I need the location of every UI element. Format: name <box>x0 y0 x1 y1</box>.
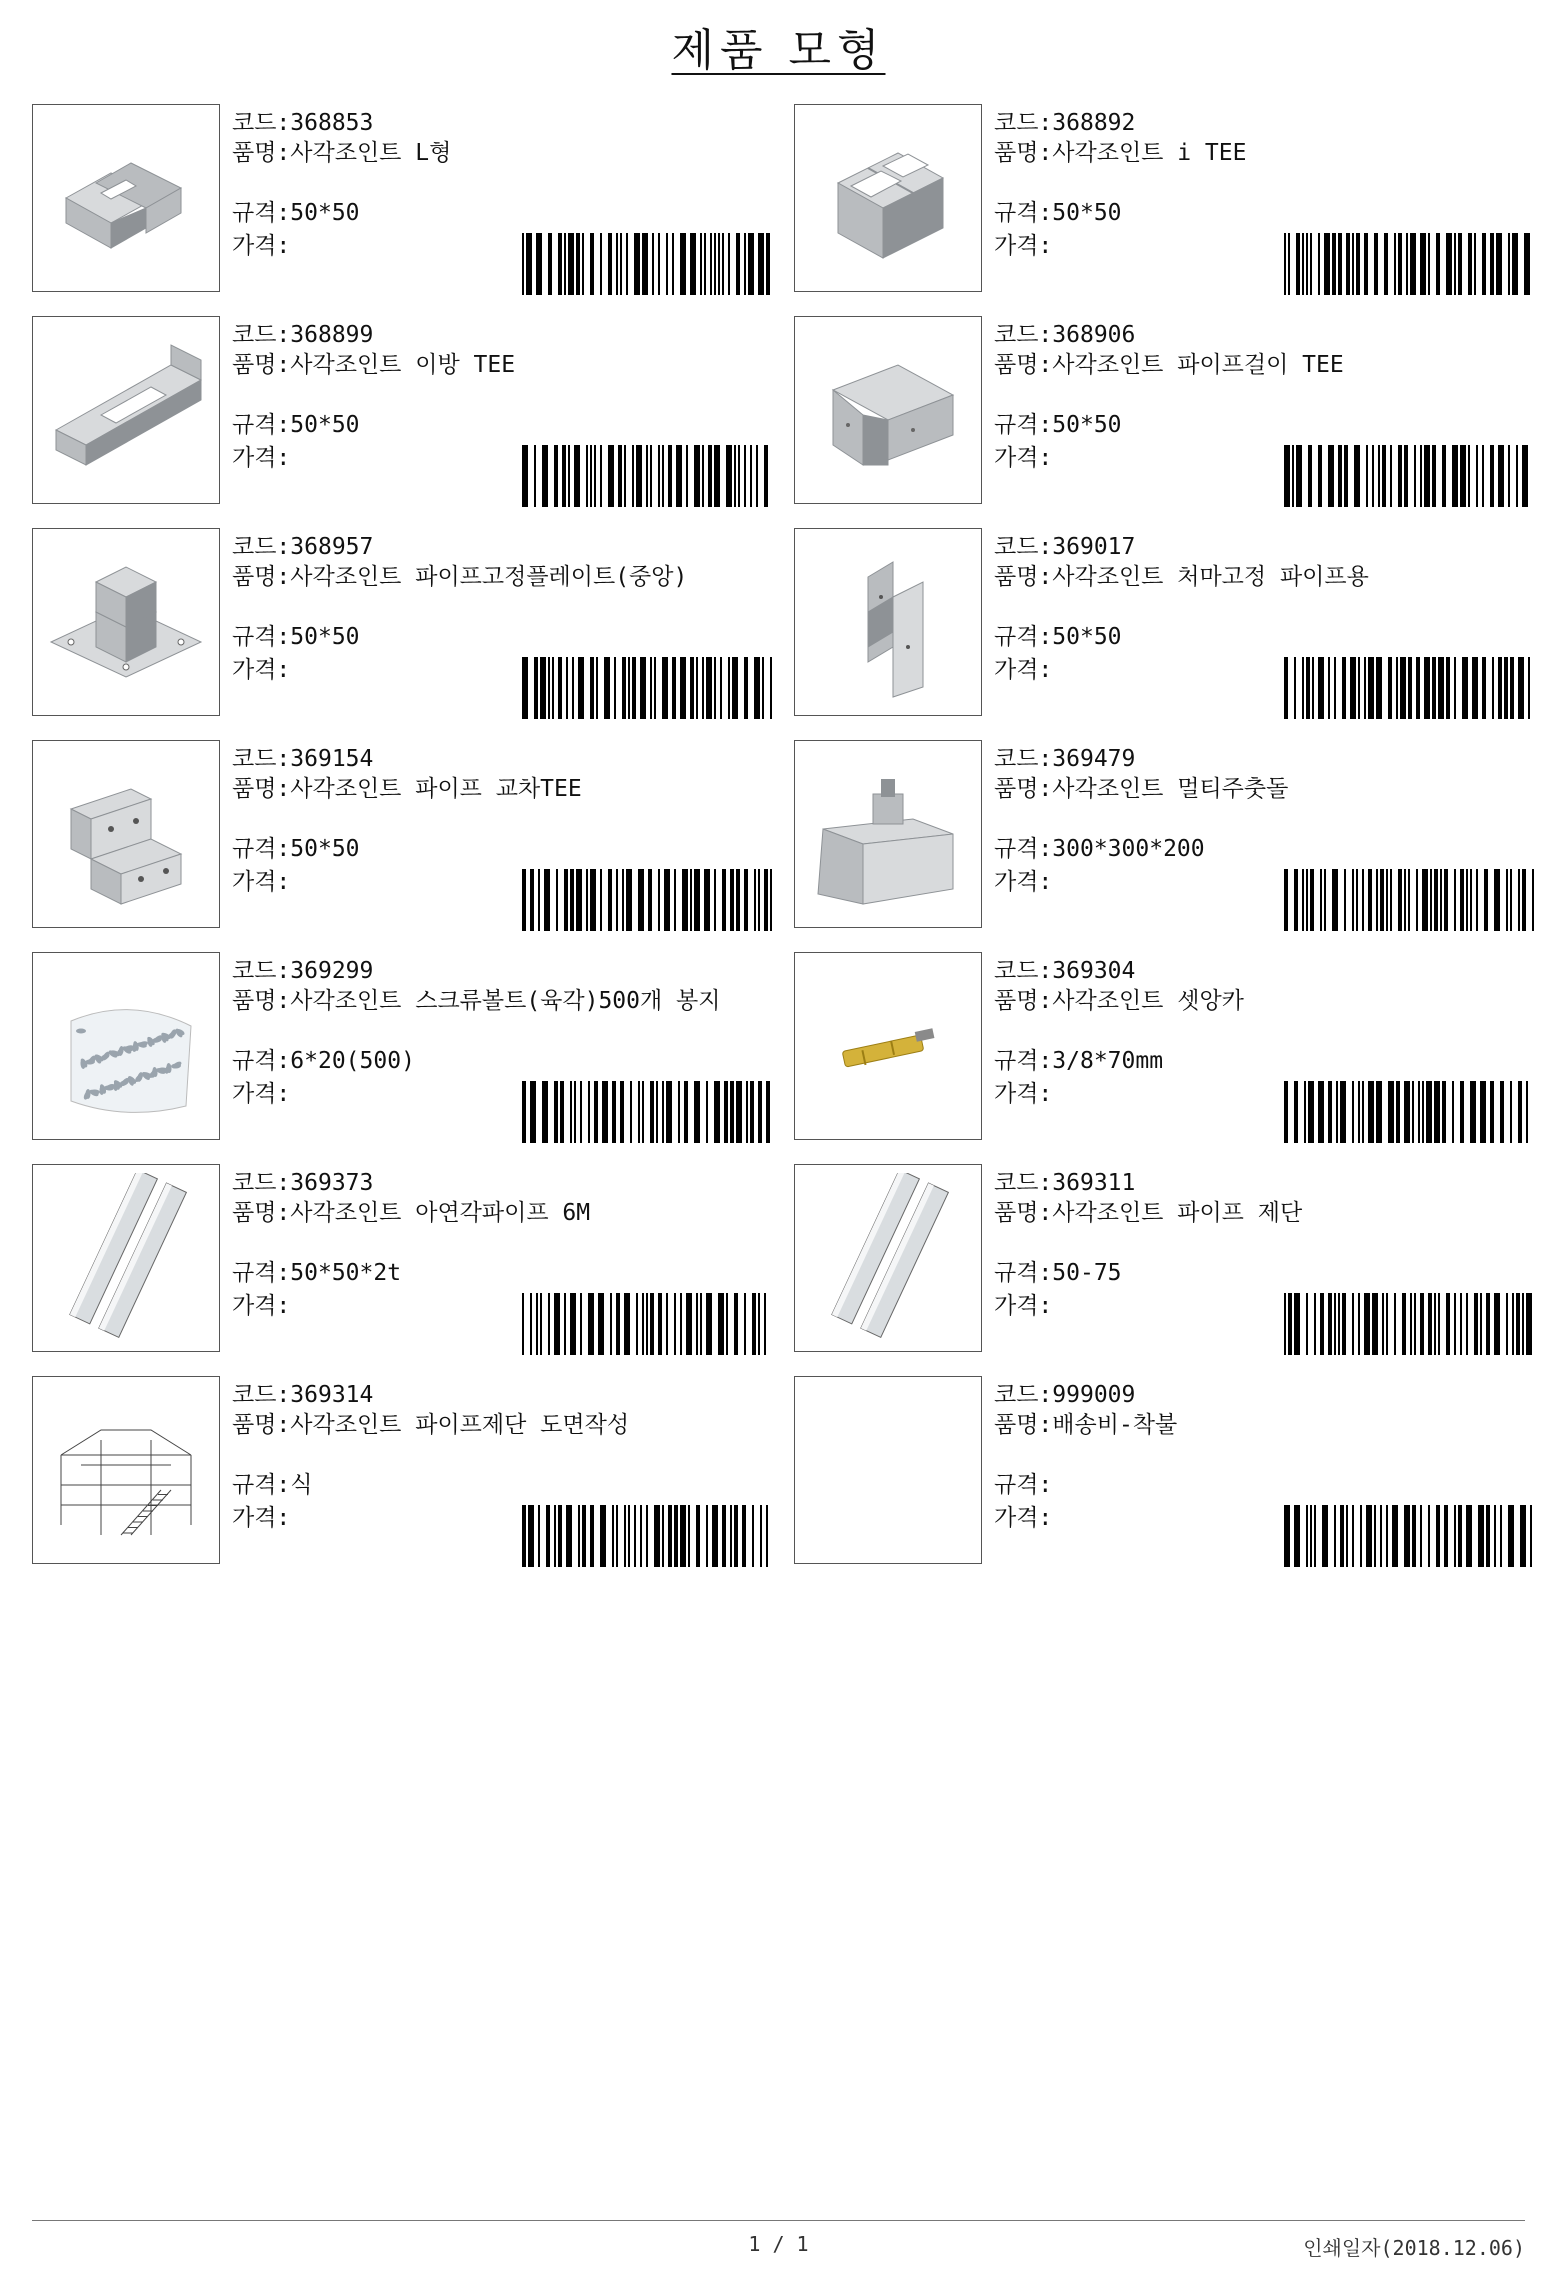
spec-label: 규격: <box>232 624 291 650</box>
anchor-bolt-icon <box>803 961 973 1131</box>
product-code: 369311 <box>1052 1170 1136 1196</box>
i-tee-joint-icon <box>803 113 973 283</box>
price-label: 가격: <box>232 869 291 895</box>
product-card <box>32 104 772 295</box>
spec-label: 규격: <box>232 412 291 438</box>
barcode <box>522 1505 772 1567</box>
spec-label: 규격: <box>232 1048 291 1074</box>
product-code: 369017 <box>1052 534 1136 560</box>
barcode <box>1284 1505 1534 1567</box>
barcode <box>522 869 772 931</box>
two-way-tee-icon <box>41 325 211 495</box>
product-image <box>794 528 982 716</box>
base-plate-icon <box>41 537 211 707</box>
product-name: 사각조인트 L형 <box>290 140 452 166</box>
spec-label: 규격: <box>232 836 291 862</box>
barcode <box>522 1293 772 1355</box>
product-name: 사각조인트 파이프제단 도면작성 <box>290 1412 630 1438</box>
product-name: 사각조인트 파이프 제단 <box>1052 1200 1303 1226</box>
product-image <box>794 952 982 1140</box>
name-label: 품명: <box>232 776 291 802</box>
product-code: 368892 <box>1052 110 1136 136</box>
product-image <box>32 1376 220 1564</box>
product-name: 사각조인트 아연각파이프 6M <box>290 1200 591 1226</box>
code-label: 코드: <box>994 746 1053 772</box>
square-pipe-cut-icon <box>803 1173 973 1343</box>
name-label: 품명: <box>994 1412 1053 1438</box>
barcode <box>1284 869 1534 931</box>
code-label: 코드: <box>232 1170 291 1196</box>
code-label: 코드: <box>232 958 291 984</box>
spec-label: 규격: <box>994 624 1053 650</box>
product-image <box>32 316 220 504</box>
product-name: 사각조인트 파이프고정플레이트(중앙) <box>290 564 688 590</box>
pipe-hanger-tee-icon <box>803 325 973 495</box>
product-spec: 50*50 <box>290 412 360 438</box>
product-image <box>32 104 220 292</box>
product-code: 368957 <box>290 534 374 560</box>
code-label: 코드: <box>232 534 291 560</box>
spec-label: 규격: <box>232 200 291 226</box>
price-label: 가격: <box>232 233 291 259</box>
price-label: 가격: <box>232 657 291 683</box>
price-label: 가격: <box>994 1081 1053 1107</box>
product-card <box>32 1376 772 1567</box>
product-spec: 3/8*70mm <box>1052 1048 1164 1074</box>
product-spec: 50*50 <box>1052 200 1122 226</box>
name-label: 품명: <box>994 352 1053 378</box>
barcode <box>522 1081 772 1143</box>
product-image <box>794 1376 982 1564</box>
name-label: 품명: <box>232 1412 291 1438</box>
product-image <box>794 316 982 504</box>
price-label: 가격: <box>994 1505 1053 1531</box>
product-card <box>32 316 772 507</box>
product-spec: 50*50 <box>290 836 360 862</box>
name-label: 품명: <box>232 140 291 166</box>
code-label: 코드: <box>232 1382 291 1408</box>
code-label: 코드: <box>994 534 1053 560</box>
barcode <box>1284 445 1534 507</box>
name-label: 품명: <box>232 352 291 378</box>
product-card <box>794 740 1534 931</box>
barcode <box>1284 1293 1534 1355</box>
footer-divider <box>32 2220 1525 2221</box>
price-label: 가격: <box>994 233 1053 259</box>
price-label: 가격: <box>232 1505 291 1531</box>
page-title: 제품 모형 <box>671 25 886 76</box>
product-card <box>794 104 1534 295</box>
page-number: 1 / 1 <box>748 2232 809 2256</box>
l-joint-icon <box>41 113 211 283</box>
code-label: 코드: <box>232 322 291 348</box>
product-spec: 식 <box>290 1472 313 1498</box>
name-label: 품명: <box>232 988 291 1014</box>
product-spec: 50-75 <box>1052 1260 1122 1286</box>
product-image <box>32 952 220 1140</box>
product-code: 369479 <box>1052 746 1136 772</box>
product-spec: 300*300*200 <box>1052 836 1205 862</box>
price-label: 가격: <box>994 1293 1053 1319</box>
name-label: 품명: <box>994 564 1053 590</box>
barcode <box>522 445 772 507</box>
code-label: 코드: <box>994 322 1053 348</box>
product-spec: 50*50 <box>290 200 360 226</box>
product-image <box>794 1164 982 1352</box>
product-card <box>794 528 1534 719</box>
screw-bag-icon <box>41 961 211 1131</box>
price-label: 가격: <box>994 869 1053 895</box>
code-label: 코드: <box>994 1382 1053 1408</box>
product-grid <box>32 104 1534 1567</box>
structure-drawing-icon <box>41 1385 211 1555</box>
product-code: 368899 <box>290 322 374 348</box>
product-card <box>32 740 772 931</box>
product-code: 369154 <box>290 746 374 772</box>
barcode <box>522 233 772 295</box>
product-name: 사각조인트 셋앙카 <box>1052 988 1244 1014</box>
product-code: 368906 <box>1052 322 1136 348</box>
product-name: 사각조인트 이방 TEE <box>290 352 516 378</box>
name-label: 품명: <box>994 1200 1053 1226</box>
product-code: 999009 <box>1052 1382 1136 1408</box>
name-label: 품명: <box>994 776 1053 802</box>
code-label: 코드: <box>994 958 1053 984</box>
spec-label: 규격: <box>232 1472 291 1498</box>
barcode <box>1284 1081 1534 1143</box>
name-label: 품명: <box>994 988 1053 1014</box>
product-code: 368853 <box>290 110 374 136</box>
name-label: 품명: <box>232 564 291 590</box>
product-name: 사각조인트 파이프 교차TEE <box>290 776 582 802</box>
spec-label: 규격: <box>994 1260 1053 1286</box>
square-pipe-icon <box>41 1173 211 1343</box>
product-spec: 50*50 <box>1052 412 1122 438</box>
price-label: 가격: <box>232 1081 291 1107</box>
product-name: 사각조인트 스크류볼트(육각)500개 봉지 <box>290 988 721 1014</box>
product-name: 사각조인트 멀티주춧돌 <box>1052 776 1289 802</box>
product-card <box>794 316 1534 507</box>
product-name: 사각조인트 i TEE <box>1052 140 1247 166</box>
price-label: 가격: <box>232 445 291 471</box>
spec-label: 규격: <box>232 1260 291 1286</box>
foundation-block-icon <box>803 749 973 919</box>
product-name: 배송비-착불 <box>1052 1412 1178 1438</box>
product-spec: 6*20(500) <box>290 1048 415 1074</box>
product-image <box>794 104 982 292</box>
product-card <box>32 952 772 1143</box>
product-code: 369299 <box>290 958 374 984</box>
spec-label: 규격: <box>994 412 1053 438</box>
product-image <box>794 740 982 928</box>
product-card <box>32 528 772 719</box>
product-name: 사각조인트 처마고정 파이프용 <box>1052 564 1369 590</box>
product-code: 369373 <box>290 1170 374 1196</box>
code-label: 코드: <box>994 1170 1053 1196</box>
product-card <box>794 1376 1534 1567</box>
price-label: 가격: <box>994 445 1053 471</box>
product-card <box>32 1164 772 1355</box>
code-label: 코드: <box>232 110 291 136</box>
product-code: 369314 <box>290 1382 374 1408</box>
spec-label: 규격: <box>994 1472 1053 1498</box>
spec-label: 규격: <box>994 836 1053 862</box>
product-name: 사각조인트 파이프걸이 TEE <box>1052 352 1344 378</box>
name-label: 품명: <box>232 1200 291 1226</box>
product-spec: 50*50*2t <box>290 1260 402 1286</box>
price-label: 가격: <box>994 657 1053 683</box>
product-spec: 50*50 <box>290 624 360 650</box>
eave-bracket-icon <box>803 537 973 707</box>
product-code: 369304 <box>1052 958 1136 984</box>
product-spec: 50*50 <box>1052 624 1122 650</box>
product-image <box>32 528 220 716</box>
barcode <box>1284 657 1534 719</box>
code-label: 코드: <box>994 110 1053 136</box>
product-card <box>794 952 1534 1143</box>
product-image <box>32 740 220 928</box>
spec-label: 규격: <box>994 1048 1053 1074</box>
code-label: 코드: <box>232 746 291 772</box>
price-label: 가격: <box>232 1293 291 1319</box>
barcode <box>522 657 772 719</box>
name-label: 품명: <box>994 140 1053 166</box>
product-card <box>794 1164 1534 1355</box>
product-image <box>32 1164 220 1352</box>
spec-label: 규격: <box>994 200 1053 226</box>
cross-tee-icon <box>41 749 211 919</box>
print-date: 인쇄일자(2018.12.06) <box>1303 2236 1525 2260</box>
barcode <box>1284 233 1534 295</box>
